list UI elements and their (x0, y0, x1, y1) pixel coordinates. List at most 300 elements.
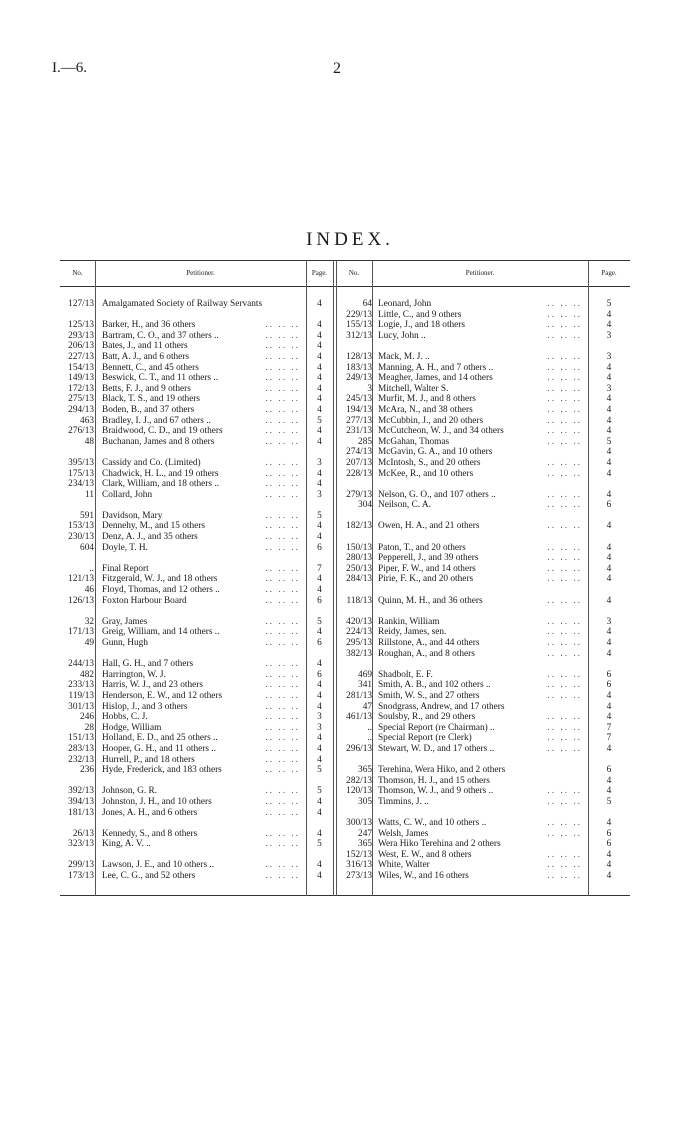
entry-page: 4 (606, 595, 612, 606)
entry-page: 4 (317, 627, 322, 638)
entry-petitioner (378, 649, 584, 660)
petitioner-name: McGavin, G. A., and 10 others (378, 447, 493, 458)
entry-page: 7 (317, 563, 322, 574)
spacer-row (336, 532, 630, 543)
entry-number: 224/13 (346, 627, 372, 638)
petitioner-name: Black, T. S., and 19 others (102, 394, 201, 405)
petitioner-name: Henderson, E. W., and 12 others (102, 690, 223, 701)
entry-page: 5 (317, 765, 322, 776)
entry-page: 4 (317, 330, 322, 341)
petitioner-name: Barker, H., and 36 others (102, 320, 196, 331)
entry-number: 234/13 (68, 479, 94, 490)
entry-number: 149/13 (68, 373, 94, 384)
petitioner-name: Johnston, J. H., and 10 others (102, 796, 212, 807)
entry-number: 246 (80, 712, 94, 723)
entry-number: 273/13 (346, 871, 372, 882)
entry-petitioner (378, 363, 584, 374)
index-entry (336, 776, 630, 787)
entry-page: 3 (317, 722, 322, 733)
entry-petitioner (102, 320, 302, 331)
entry-page: 3 (317, 489, 322, 500)
index-entry (60, 416, 333, 427)
index-entry (60, 797, 333, 808)
entry-number: 233/13 (68, 680, 94, 691)
entry-page: 4 (317, 299, 322, 309)
dot-leader: .. .. .. (547, 690, 582, 701)
spacer-row (60, 447, 333, 458)
dot-leader: .. .. .. (265, 712, 300, 723)
entry-number: 154/13 (68, 362, 94, 373)
entry-petitioner (378, 871, 584, 882)
entry-page: 4 (606, 415, 612, 426)
entry-petitioner (102, 765, 302, 776)
entry-number: 365 (358, 765, 372, 776)
index-entry (336, 638, 630, 649)
spacer-row (60, 649, 333, 660)
entry-petitioner (378, 680, 584, 691)
entry-number: 469 (358, 669, 372, 680)
entry-number: 118/13 (346, 595, 372, 606)
petitioner-name: Batt, A. J., and 6 others (102, 351, 190, 362)
entry-number: 300/13 (346, 818, 372, 829)
header-petitioner-right: Petitioner. (465, 269, 495, 277)
petitioner-name: Doyle, T. H. (102, 542, 148, 553)
index-entry (60, 702, 333, 713)
entry-petitioner (378, 670, 584, 681)
spacer-row (336, 659, 630, 670)
petitioner-name: Denz, A. J., and 35 others (102, 532, 198, 543)
entry-number: 312/13 (346, 330, 372, 341)
entry-petitioner (102, 469, 302, 480)
dot-leader: .. .. .. (547, 712, 582, 723)
spacer-row (60, 850, 333, 861)
dot-leader: .. .. .. (265, 468, 300, 479)
index-entry (60, 352, 333, 363)
dot-leader: .. .. .. (265, 574, 300, 585)
index-entry (60, 574, 333, 585)
entry-number: 47 (362, 701, 372, 712)
entry-number: 228/13 (346, 468, 372, 479)
entry-page: 4 (606, 743, 612, 754)
petitioner-name: Thomson, H. J., and 15 others (378, 775, 490, 786)
entry-petitioner (102, 352, 302, 363)
index-entry (336, 850, 630, 861)
spacer-row (336, 808, 630, 819)
dot-leader: .. .. .. (265, 436, 300, 447)
petitioner-name: Hyde, Frederick, and 183 others (102, 765, 222, 776)
entry-number: 232/13 (68, 754, 94, 765)
index-entry (60, 680, 333, 691)
petitioner-name: Floyd, Thomas, and 12 others .. (102, 585, 220, 596)
index-entry (336, 373, 630, 384)
petitioner-name: Foxton Harbour Board (102, 595, 187, 606)
entry-page: 6 (606, 828, 612, 839)
index-entry (336, 490, 630, 501)
index-entry (336, 617, 630, 628)
index-entry (336, 521, 630, 532)
index-entry (336, 437, 630, 448)
dot-leader: .. .. .. (547, 330, 582, 341)
entry-page: 4 (606, 701, 612, 712)
petitioner-name: Bennett, C., and 45 others (102, 362, 199, 373)
entry-petitioner (378, 765, 584, 776)
dot-leader: .. .. .. (265, 860, 300, 871)
entry-page: 4 (317, 532, 322, 543)
entry-petitioner (378, 712, 584, 723)
petitioner-name: Mitchell, Walter S. (378, 383, 449, 394)
entry-page: 4 (317, 733, 322, 744)
index-entry (336, 786, 630, 797)
petitioner-name: Leonard, John (378, 299, 432, 309)
dot-leader: .. .. .. (265, 542, 300, 553)
entry-petitioner (102, 786, 302, 797)
entry-page: 4 (606, 849, 612, 860)
dot-leader: .. .. .. (265, 616, 300, 627)
petitioner-name: Harrington, W. J. (102, 669, 166, 680)
entry-number: 49 (84, 638, 94, 648)
entry-petitioner (378, 447, 584, 458)
entry-petitioner (378, 723, 584, 734)
entry-page: 5 (317, 510, 322, 521)
entry-page: 5 (317, 616, 322, 627)
petitioner-name: Bates, J., and 11 others (102, 341, 188, 352)
petitioner-name: Bartram, C. O., and 37 others .. (102, 330, 219, 341)
entry-petitioner (378, 733, 584, 744)
index-entry (60, 871, 333, 882)
petitioner-name: Lucy, John .. (378, 330, 426, 341)
dot-leader: .. .. .. (265, 871, 300, 882)
entry-number: 295/13 (346, 638, 372, 648)
index-entry (60, 585, 333, 596)
entry-page: 6 (606, 839, 612, 850)
entry-petitioner (378, 394, 584, 405)
index-entry (60, 543, 333, 554)
petitioner-name: Greig, William, and 14 others .. (102, 627, 220, 638)
petitioner-name: Timmins, J. .. (378, 796, 429, 807)
index-entry (60, 755, 333, 766)
index-entry (336, 310, 630, 321)
dot-leader: .. .. .. (547, 309, 582, 320)
petitioner-name: McCutcheon, W. J., and 34 others (378, 426, 504, 437)
index-entry (336, 797, 630, 808)
dot-leader: .. .. .. (547, 351, 582, 362)
dot-leader: .. .. .. (547, 627, 582, 638)
petitioner-name: Roughan, A., and 8 others (378, 648, 475, 659)
spacer-row (336, 341, 630, 352)
document-code: I.—6. (52, 60, 87, 76)
entry-petitioner (102, 458, 302, 469)
index-entry (336, 691, 630, 702)
entry-number: 244/13 (68, 659, 94, 670)
entry-number: 275/13 (68, 394, 94, 405)
entry-petitioner (378, 574, 584, 585)
index-entry (60, 596, 333, 607)
entry-number: 463 (80, 415, 94, 426)
index-entry (60, 426, 333, 437)
entry-number: .. (367, 733, 372, 744)
dot-leader: .. .. .. (265, 627, 300, 638)
entry-number: 152/13 (346, 849, 372, 860)
dot-leader: .. .. .. (547, 553, 582, 564)
petitioner-name: Hobbs, C. J. (102, 712, 148, 723)
entry-petitioner (378, 818, 584, 829)
dot-leader: .. .. .. (265, 701, 300, 712)
dot-leader: .. .. .. (265, 585, 300, 596)
dot-leader: .. .. .. (265, 383, 300, 394)
petitioner-name: Chadwick, H. L., and 19 others (102, 468, 219, 479)
entry-page: 6 (606, 680, 612, 691)
dot-leader: .. .. .. (547, 680, 582, 691)
entry-number: 284/13 (346, 574, 372, 585)
index-entry (336, 871, 630, 882)
entry-page: 4 (606, 627, 612, 638)
petitioner-name: Lee, C. G., and 52 others (102, 871, 196, 882)
dot-leader: .. .. .. (547, 362, 582, 373)
entry-petitioner (102, 670, 302, 681)
petitioner-name: Smith, A. B., and 102 others .. (378, 680, 491, 691)
entry-page: 4 (606, 553, 612, 564)
entry-petitioner (378, 543, 584, 554)
entry-page: 3 (606, 616, 612, 627)
index-entry (60, 670, 333, 681)
petitioner-name: Holland, E. D., and 25 others .. (102, 733, 218, 744)
entry-petitioner (102, 627, 302, 638)
spacer-row (336, 511, 630, 522)
petitioner-name: Meagher, James, and 14 others (378, 373, 493, 384)
petitioner-name: Fitzgerald, W. J., and 18 others (102, 574, 218, 585)
index-entry (60, 839, 333, 850)
entry-number: 11 (85, 489, 94, 500)
petitioner-name: Harris, W. J., and 23 others (102, 680, 203, 691)
petitioner-name: Mack, M. J. .. (378, 351, 430, 362)
index-entry (60, 458, 333, 469)
entry-page: 4 (317, 521, 322, 532)
index-entry (336, 363, 630, 374)
dot-leader: .. .. .. (265, 669, 300, 680)
entry-number: 282/13 (346, 775, 372, 786)
petitioner-name: Terehina, Wera Hiko, and 2 others (378, 765, 506, 776)
index-entry (60, 490, 333, 501)
dot-leader: .. .. .. (547, 574, 582, 585)
entry-number: 482 (80, 669, 94, 680)
entry-petitioner (378, 352, 584, 363)
dot-leader: .. .. .. (265, 415, 300, 426)
entry-number: 250/13 (346, 563, 372, 574)
dot-leader: .. .. .. (547, 373, 582, 384)
entry-petitioner (102, 617, 302, 628)
petitioner-name: Amalgamated Society of Railway Servants (102, 299, 263, 309)
right-index-column (336, 299, 630, 882)
entry-petitioner (102, 659, 302, 670)
petitioner-name: Davidson, Mary (102, 510, 163, 521)
index-entry (60, 744, 333, 755)
spacer-row (336, 755, 630, 766)
entry-page: 5 (606, 299, 612, 309)
dot-leader: .. .. .. (265, 796, 300, 807)
dot-leader: .. .. .. (547, 786, 582, 797)
entry-page: 4 (317, 394, 322, 405)
entry-petitioner (378, 839, 584, 850)
entry-petitioner (102, 839, 302, 850)
index-entry (60, 723, 333, 734)
dot-leader: .. .. .. (265, 765, 300, 776)
entry-number: 207/13 (346, 457, 372, 468)
entry-page: 4 (606, 404, 612, 415)
entry-petitioner (102, 691, 302, 702)
entry-petitioner (378, 786, 584, 797)
entry-number: 183/13 (346, 362, 372, 373)
header-page-right: Page. (601, 269, 617, 277)
entry-petitioner (102, 574, 302, 585)
entry-petitioner (102, 416, 302, 427)
entry-page: 3 (606, 351, 612, 362)
index-entry (60, 638, 333, 649)
entry-page: 7 (606, 733, 612, 744)
left-index-column (60, 299, 333, 882)
index-entry (60, 659, 333, 670)
entry-petitioner (378, 458, 584, 469)
index-entry (60, 532, 333, 543)
dot-leader: .. .. .. (547, 426, 582, 437)
entry-petitioner (378, 617, 584, 628)
entry-number: 171/13 (68, 627, 94, 638)
entry-page: 7 (606, 722, 612, 733)
petitioner-name: King, A. V. .. (102, 839, 151, 850)
petitioner-name: McGahan, Thomas (378, 436, 450, 447)
dot-leader: .. .. .. (265, 722, 300, 733)
index-entry (336, 564, 630, 575)
entry-petitioner (102, 585, 302, 596)
entry-page: 4 (317, 807, 322, 818)
petitioner-name: McAra, N., and 38 others (378, 404, 473, 415)
entry-number: 206/13 (68, 341, 94, 352)
entry-number: 249/13 (346, 373, 372, 384)
dot-leader: .. .. .. (265, 479, 300, 490)
index-entry (336, 299, 630, 310)
table-top-rule (60, 260, 630, 261)
petitioner-name: Snodgrass, Andrew, and 17 others (378, 701, 505, 712)
petitioner-name: Wiles, W., and 16 others (378, 871, 469, 882)
dot-leader: .. .. .. (265, 510, 300, 521)
index-entry (336, 649, 630, 660)
entry-number: 172/13 (68, 383, 94, 394)
header-no-left: No. (72, 269, 83, 277)
petitioner-name: Hodge, William (102, 722, 162, 733)
dot-leader: .. .. .. (547, 595, 582, 606)
entry-petitioner (102, 331, 302, 342)
spacer-row (60, 818, 333, 829)
spacer-row (336, 479, 630, 490)
entry-petitioner (378, 521, 584, 532)
index-entry (336, 712, 630, 723)
entry-page: 5 (317, 786, 322, 797)
index-entry (336, 458, 630, 469)
dot-leader: .. .. .. (547, 733, 582, 744)
index-entry (60, 384, 333, 395)
entry-page: 6 (317, 542, 322, 553)
index-title: INDEX. (306, 229, 394, 250)
petitioner-name: Neilson, C. A. (378, 500, 431, 511)
petitioner-name: Hislop, J., and 3 others (102, 701, 188, 712)
dot-leader: .. .. .. (547, 871, 582, 882)
index-entry (60, 733, 333, 744)
dot-leader: .. .. .. (265, 563, 300, 574)
index-entry (336, 733, 630, 744)
index-entry (336, 829, 630, 840)
index-entry (336, 320, 630, 331)
entry-petitioner (102, 490, 302, 501)
entry-page: 4 (317, 585, 322, 596)
entry-number: 461/13 (346, 712, 372, 723)
index-entry (60, 437, 333, 448)
entry-petitioner (102, 829, 302, 840)
entry-petitioner (378, 416, 584, 427)
dot-leader: .. .. .. (547, 648, 582, 659)
entry-petitioner (378, 490, 584, 501)
petitioner-name: Hooper, G. H., and 11 others .. (102, 743, 216, 754)
petitioner-name: Shadbolt, E. F. (378, 669, 433, 680)
entry-number: 181/13 (68, 807, 94, 818)
entry-number: 365 (358, 839, 372, 850)
petitioner-name: Little, C., and 9 others (378, 309, 462, 320)
entry-page: 4 (606, 320, 612, 331)
entry-petitioner (378, 702, 584, 713)
entry-number: 604 (80, 542, 94, 553)
entry-petitioner (102, 532, 302, 543)
entry-page: 4 (606, 447, 612, 458)
dot-leader: .. .. .. (547, 860, 582, 871)
index-entry (60, 331, 333, 342)
entry-number: 46 (84, 585, 94, 596)
petitioner-name: Manning, A. H., and 7 others .. (378, 362, 494, 373)
entry-number: 591 (80, 510, 94, 521)
entry-number: 32 (84, 616, 94, 627)
petitioner-name: Soulsby, R., and 29 others (378, 712, 476, 723)
entry-number: 230/13 (68, 532, 94, 543)
entry-petitioner (102, 680, 302, 691)
petitioner-name: Hall, G. H., and 7 others (102, 659, 194, 670)
index-entry (60, 627, 333, 638)
index-entry (60, 511, 333, 522)
entry-number: 182/13 (346, 521, 372, 532)
entry-page: 4 (606, 860, 612, 871)
page-number: 2 (333, 60, 341, 77)
entry-number: 301/13 (68, 701, 94, 712)
dot-leader: .. .. .. (547, 669, 582, 680)
entry-page: 4 (317, 341, 322, 352)
dot-leader: .. .. .. (547, 415, 582, 426)
table-bottom-rule (60, 895, 630, 896)
entry-petitioner (102, 712, 302, 723)
petitioner-name: Hurrell, P., and 18 others (102, 754, 195, 765)
entry-number: 227/13 (68, 351, 94, 362)
petitioner-name: Cassidy and Co. (Limited) (102, 457, 201, 468)
dot-leader: .. .. .. (265, 638, 300, 648)
entry-petitioner (378, 437, 584, 448)
entry-page: 3 (606, 383, 612, 394)
entry-petitioner (378, 850, 584, 861)
index-entry (336, 702, 630, 713)
entry-number: 276/13 (68, 426, 94, 437)
dot-leader: .. .. .. (265, 807, 300, 818)
entry-page: 4 (317, 373, 322, 384)
entry-page: 5 (606, 796, 612, 807)
dot-leader: .. .. .. (547, 383, 582, 394)
entry-petitioner (378, 829, 584, 840)
spacer-row (60, 776, 333, 787)
petitioner-name: Bradley, I. J., and 67 others .. (102, 415, 211, 426)
entry-number: 28 (84, 722, 94, 733)
